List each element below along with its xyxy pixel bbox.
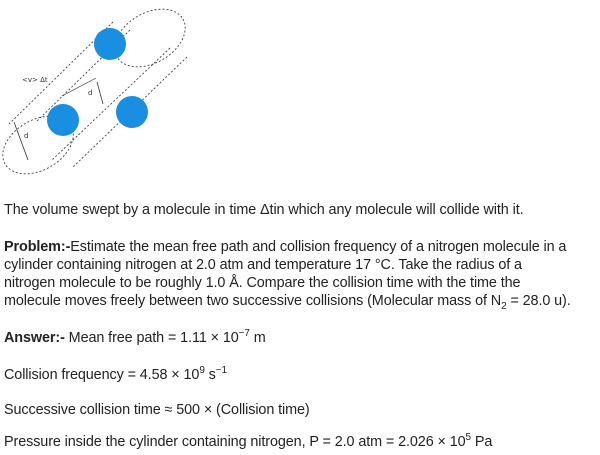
mfp-unit: m	[249, 330, 266, 346]
freq-unit: s	[204, 367, 216, 383]
problem-line-1	[4, 238, 566, 256]
problem-line-3: nitrogen molecule to be roughly 1.0 Å. Compare the collision time with the time the	[4, 275, 521, 291]
collision-cylinder-diagram	[0, 0, 220, 190]
freq-unit-exponent: −1	[215, 365, 227, 376]
cylinder-diagram-svg	[0, 0, 220, 190]
diameter-label-mid: d	[88, 89, 93, 97]
mfp-text: Mean free path = 1.11 × 10	[64, 330, 239, 346]
problem-label: Problem:-	[4, 239, 71, 255]
freq-exponent: 9	[199, 365, 205, 376]
problem-line-4	[4, 292, 571, 310]
freq-text: Collision frequency = 4.58 × 10	[4, 367, 200, 383]
pressure-exponent: 5	[465, 432, 471, 443]
answer-label: Answer:-	[4, 330, 65, 346]
molecule-right	[116, 96, 148, 128]
figure-caption: The volume swept by a molecule in time Δtin which any molecule will collide with it.	[4, 202, 524, 218]
cylinder-outline	[0, 0, 195, 186]
pressure-text: Pressure inside the cylinder containing nitrogen, P = 2.0 atm = 2.026 × 10	[4, 434, 466, 450]
answer-pressure	[4, 433, 492, 451]
answer-successive-collision: Successive collision time ≈ 500 × (Collision time)	[4, 402, 310, 418]
molecule-top	[94, 28, 126, 60]
answer-mean-free-path	[4, 329, 266, 347]
pressure-unit: Pa	[471, 434, 493, 450]
answer-collision-frequency	[4, 366, 227, 384]
problem-text-1: Estimate the mean free path and collision frequency of a nitrogen molecule in a	[70, 239, 567, 255]
problem-text-4-end: = 28.0 u).	[506, 293, 571, 309]
diameter-marker-near	[14, 122, 28, 160]
velocity-time-label: <v> Δt	[22, 76, 48, 84]
diameter-label-near: d	[24, 132, 29, 140]
diameter-marker-mid	[97, 82, 103, 104]
molecule-left	[47, 104, 79, 136]
mfp-exponent: −7	[238, 328, 250, 339]
problem-text-4: molecule moves freely between two successive collisions (Molecular mass of N	[4, 293, 502, 309]
n2-subscript: 2	[501, 301, 507, 312]
problem-line-2: cylinder containing nitrogen at 2.0 atm and temperature 17 °C. Take the radius of a	[4, 257, 522, 273]
